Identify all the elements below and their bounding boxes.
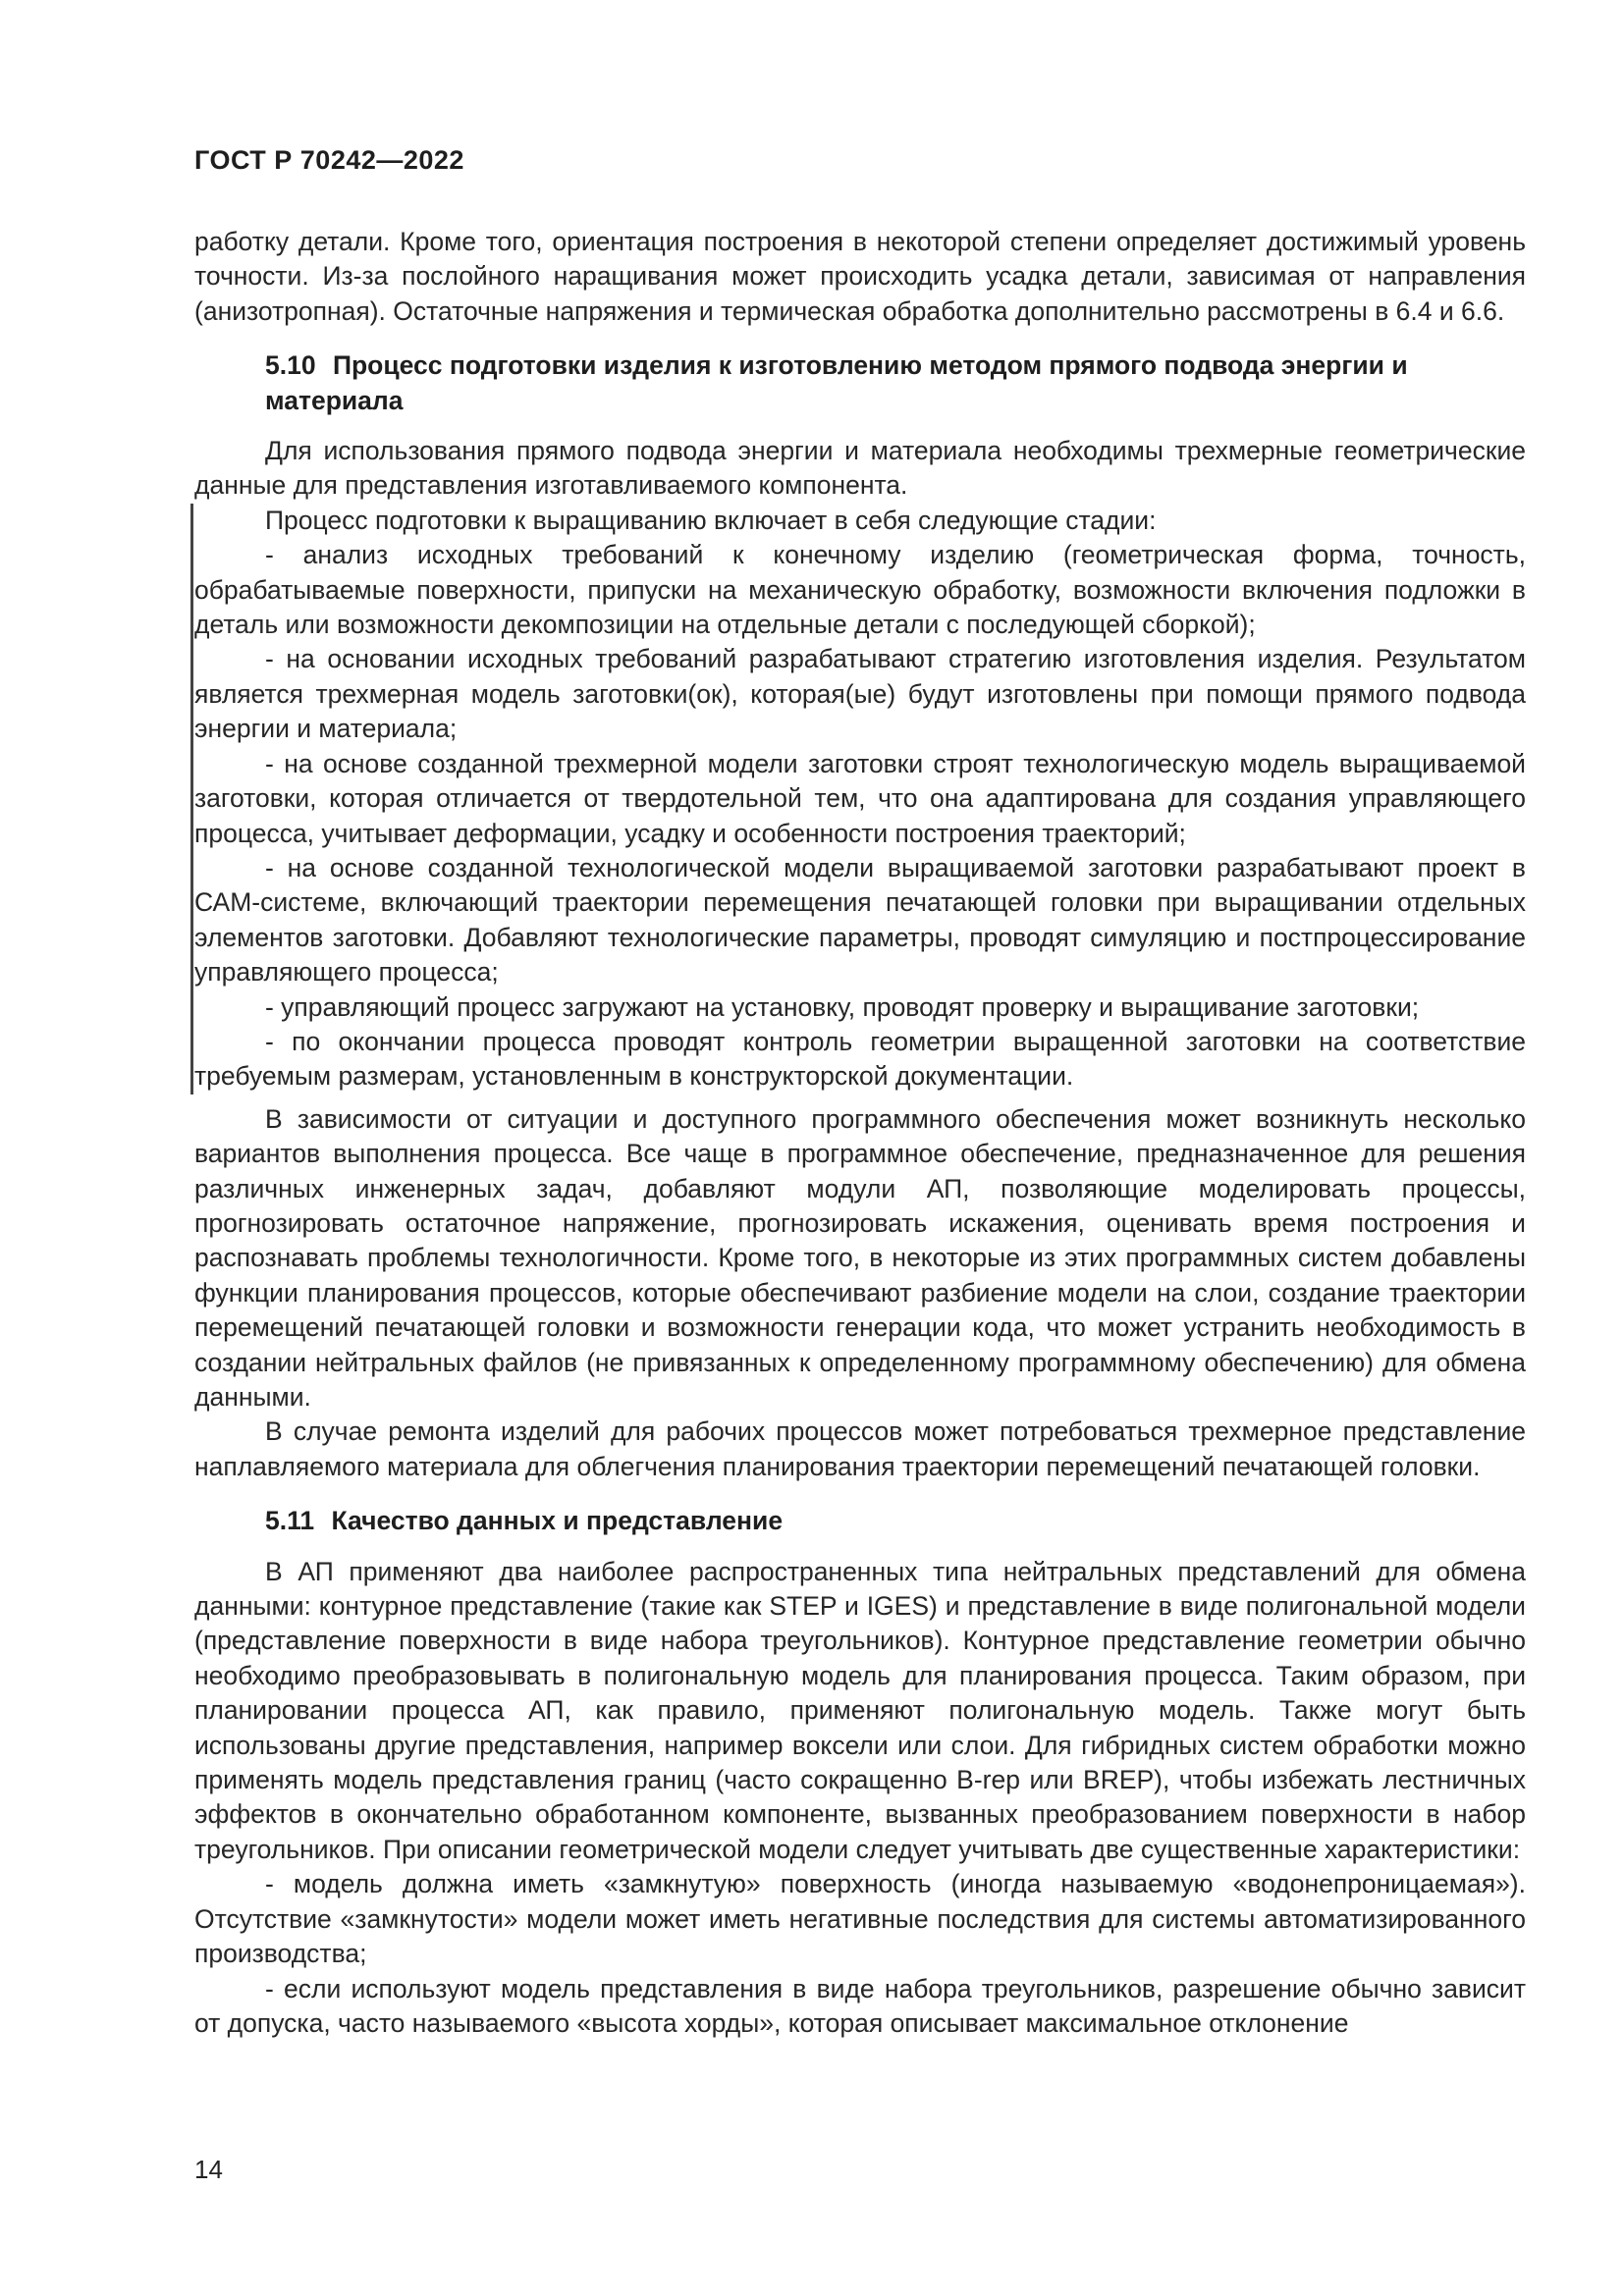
paragraph: В АП применяют два наиболее распространенных типа нейтральных представлений для обмена данными: контурное представление (такие как STEP и IGES) и представление в виде полигональной модели (представление поверхности в виде набора треугольников). Контурное представление геометрии обычно необходимо преобразовывать в полигональную модель для планирования процесса. Таким образом, при планировании процесса АП, как правило, применяют полигональную модель. Также могут быть использованы другие представления, например воксели или слои. Для гибридных систем обработки можно применять модель представления границ (часто сокращенно B-rep или BREP), чтобы избежать лестничных эффектов в окончательно обработанном компоненте, вызванных преобразованием поверхности в набор треугольников. При описании геометрической модели следует учитывать две существенные характеристики:: [194, 1556, 1526, 1864]
section-number: 5.10: [265, 350, 316, 381]
list-item: - на основании исходных требований разрабатывают стратегию изготовления изделия. Результатом является трехмерная модель заготовки(ок), которая(ые) будут изготовлены при помощи прямого подвода энергии и материала;: [194, 644, 1526, 744]
paragraph: В зависимости от ситуации и доступного программного обеспечения может возникнуть несколько вариантов выполнения процесса. Все чаще в программное обеспечение, предназначенное для решения различных инженерных задач, добавляют модули АП, позволяющие моделировать процессы, прогнозировать остаточное напряжение, прогнозировать искажения, оценивать время построения и распознавать проблемы технологичности. Кроме того, в некоторые из этих программных систем добавлены функции планирования процессов, которые обеспечивают разбиение модели на слои, создание траектории перемещений печатающей головки и возможности генерации кода, что может устранить необходимость в создании нейтральных файлов (не привязанных к определенному программному обеспечению) для обмена данными.: [194, 1103, 1526, 1412]
section-title: Качество данных и представление: [331, 1506, 784, 1536]
list-item: - на основе созданной технологической модели выращиваемой заготовки разрабатывают проект в САМ-системе, включающий траектории перемещения печатающей головки при выращивании отдельных элементов заготовки. Добавляют технологические параметры, проводят симуляцию и постпроцессирование управляющего процесса;: [194, 852, 1526, 988]
spacer: [194, 1095, 1526, 1102]
list-item: - на основе созданной трехмерной модели заготовки строят технологическую модель выращиваемой заготовки, которая отличается от твердотельной тем, что она адаптирована для создания управляющего процесса, учитывает деформации, усадку и особенности построения траекторий;: [194, 748, 1526, 848]
section-number: 5.11: [265, 1506, 315, 1536]
section-heading-5-10: [194, 348, 1526, 418]
list-item: - анализ исходных требований к конечному изделию (геометрическая форма, точность, обрабатываемые поверхности, припуски на механическую обработку, возможности включения подложки в деталь или возможности декомпозиции на отдельные детали с последующей сборкой);: [194, 540, 1526, 640]
list-item: - модель должна иметь «замкнутую» поверхность (иногда называемую «водонепроницаемая»). Отсутствие «замкнутости» модели может иметь негативные последствия для системы автоматизированного производства;: [194, 1869, 1526, 1969]
section-heading-5-11: [194, 1504, 1526, 1538]
list-item: - если используют модель представления в виде набора треугольников, разрешение обычно зависит от допуска, часто называемого «высота хорды», которая описывает максимальное отклонение: [194, 1973, 1526, 2038]
paragraph: Для использования прямого подвода энергии и материала необходимы трехмерные геометрические данные для представления изготавливаемого компонента.: [194, 436, 1526, 501]
paragraph: В случае ремонта изделий для рабочих процессов может потребоваться трехмерное представление наплавляемого материала для облегчения планирования траектории перемещений печатающей головки.: [194, 1416, 1526, 1481]
section-title: Процесс подготовки изделия к изготовлению методом прямого подвода энергии и материала: [265, 350, 1408, 415]
change-marked-block: [190, 504, 1526, 1095]
page-number: 14: [194, 2155, 223, 2184]
page-content: [194, 225, 1526, 2041]
paragraph: Процесс подготовки к выращиванию включает в себя следующие стадии:: [265, 505, 1157, 535]
standard-header: ГОСТ Р 70242—2022: [194, 145, 464, 175]
list-item: - управляющий процесс загружают на установку, проводят проверку и выращивание заготовки;: [265, 991, 1420, 1022]
list-item: - по окончании процесса проводят контроль геометрии выращенной заготовки на соответствие требуемым размерам, установленным в конструкторской документации.: [194, 1026, 1526, 1092]
paragraph-continuation: работку детали. Кроме того, ориентация построения в некоторой степени определяет достижимый уровень точности. Из-за послойного наращивания может происходить усадка детали, зависимая от направления (анизотропная). Остаточные напряжения и термическая обработка дополнительно рассмотрены в 6.4 и 6.6.: [194, 227, 1526, 326]
